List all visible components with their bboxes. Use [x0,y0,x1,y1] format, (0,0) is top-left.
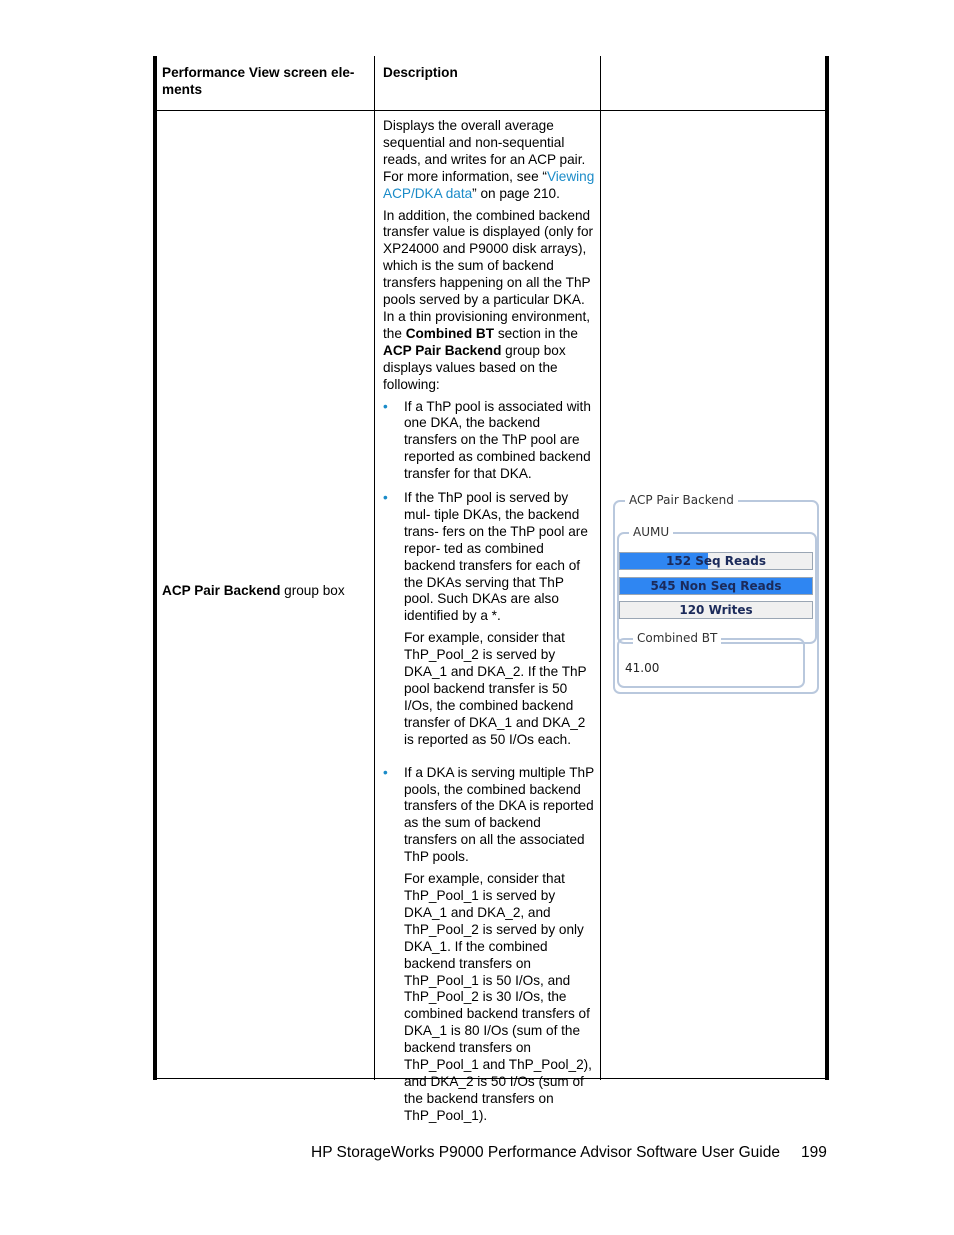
writes-bar [619,601,813,619]
description-cell [383,118,595,1132]
combined-bt-value: 41.00 [625,661,660,675]
description-paragraph [383,118,595,203]
paragraph-text: In addition, the combined backend transfer value is displayed (only for XP24000 and P9000 disk arrays), which is the sum of backend transfers happening on all the ThP pools served by a particular DKA. In a thin provisioning environment, the [383,207,594,341]
paragraph-text: group box displays values based on the following: [383,342,566,392]
table-left-border [153,56,157,1080]
bullet-list [383,399,595,1125]
bullet-text: If the ThP pool is served by mul- tiple DKAs, the backend trans- fers on the ThP pool are repor- ted as combined backend transfers for each of the DKAs serving that ThP pool. Such DKAs are also identified by a *. [404,490,588,624]
paragraph-text: ” on page 210. [472,185,560,201]
bullet-icon: • [383,398,388,414]
seq-reads-label: 152 Seq Reads [666,554,766,568]
combined-bt-label: Combined BT [633,631,721,645]
bullet-text: If a DKA is serving multiple ThP pools, the combined backend transfers of the DKA is reported as the sum of backend transfers on all the associated ThP pools. [404,764,594,865]
header-description: Description [383,65,458,80]
groupbox-title: ACP Pair Backend [625,493,738,507]
combined-bt-term: Combined BT [405,325,495,341]
bullet-example: For example, consider that ThP_Pool_2 is served by DKA_1 and DKA_2. If the ThP pool backend transfer is 50 I/Os, the combined backend transfer of DKA_1 and DKA_2 is reported as 50 I/Os each. [404,630,587,747]
aumu-label: AUMU [629,525,673,539]
element-name-bold: ACP Pair Backend [162,583,281,598]
element-name [162,583,372,600]
column-divider [600,56,601,1080]
writes-label: 120 Writes [679,603,753,617]
list-item [383,399,595,484]
list-item [383,765,595,1125]
element-name-rest: group box [280,583,345,598]
viewing-acp-dka-data-link[interactable]: Viewing ACP/DKA data [383,168,595,201]
header-element: Performance View screen ele- ments [162,65,355,97]
bullet-icon: • [383,490,388,506]
paragraph-text: Displays the overall average sequential and non-sequential reads, and writes for an ACP pair. For more information, see “ [383,118,586,184]
table-right-border [825,56,829,1080]
bullet-icon: • [383,764,388,780]
non-seq-reads-bar [619,577,813,595]
header-divider [153,110,829,111]
bullet-example: For example, consider that ThP_Pool_1 is served by DKA_1 and DKA_2, and ThP_Pool_2 is served by only DKA_1. If the combined backend transfers on ThP_Pool_1 is 50 I/Os, and ThP_Pool_2 is 30 I/Os, the combined backend transfers of DKA_1 is 80 I/Os (sum of the backend transfers on ThP_Pool_1 and ThP_Pool_2), and DKA_2 is 50 I/Os (sum of the backend transfers on ThP_Pool_1). [404,871,592,1123]
seq-reads-bar [619,552,813,570]
description-paragraph [383,208,595,394]
bullet-text: If a ThP pool is associated with one DKA, the backend transfers on the ThP pool are reported as combined backend transfer for that DKA. [404,398,591,482]
column-divider [374,56,375,1080]
non-seq-reads-label: 545 Non Seq Reads [650,579,782,593]
paragraph-text: section in the [494,325,578,341]
footer-title: HP StorageWorks P9000 Performance Advisor Software User Guide [311,1144,780,1161]
list-item [383,490,595,749]
acp-pair-backend-term: ACP Pair Backend [383,342,502,358]
page-number: 199 [801,1144,827,1161]
acp-pair-backend-widget [611,488,821,696]
